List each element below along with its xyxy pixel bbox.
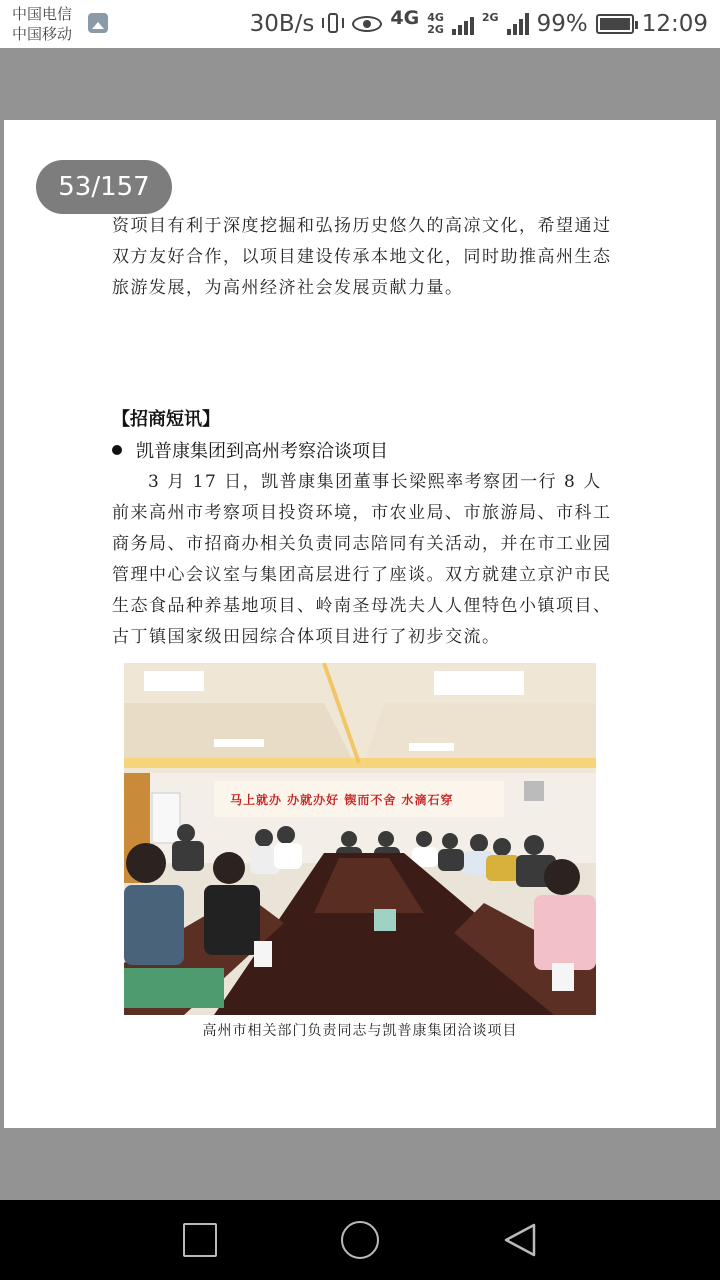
- page-indicator: 53/157: [36, 160, 172, 214]
- network-2-label: 2G: [481, 11, 499, 24]
- battery-icon: [596, 14, 634, 34]
- clock: 12:09: [641, 11, 708, 37]
- photo-caption: 高州市相关部门负责同志与凯普康集团洽谈项目: [202, 1023, 518, 1039]
- meeting-photo: [124, 663, 596, 1015]
- status-bar: [0, 0, 720, 48]
- document-page[interactable]: [4, 120, 716, 1128]
- network-type-label: 4G: [390, 7, 420, 29]
- carrier-labels: [12, 4, 72, 44]
- signal-2-icon: [507, 13, 529, 35]
- paragraph-1: 资项目有利于深度挖掘和弘扬历史悠久的高凉文化，希望通过双方友好合作，以项目建设传承本地文化，同时助推高州生态旅游发展，为高州经济社会发展贡献力量。: [112, 216, 612, 298]
- network-stack-label: 4G 2G: [427, 11, 444, 36]
- battery-percent: 99%: [536, 11, 588, 37]
- carrier-2: 中国移动: [12, 25, 73, 43]
- network-speed: 30B/s: [249, 11, 315, 37]
- home-button[interactable]: [341, 1221, 379, 1259]
- back-button[interactable]: [502, 1222, 538, 1258]
- bullet-headline: [112, 437, 388, 463]
- vibrate-icon: [322, 12, 344, 36]
- section-title: 【招商短讯】: [112, 409, 220, 430]
- photo-banner-text: 马上就办 办就办好 锲而不舍 水滴石穿: [230, 793, 454, 807]
- signal-1-icon: [452, 13, 474, 35]
- eye-comfort-icon: [352, 14, 382, 34]
- paragraph-2-text: 3 月 17 日，凯普康集团董事长梁熙率考察团一行 8 人前来高州市考察项目投资环境，市农业局、市旅游局、市科工商务局、市招商办相关负责同志陪同有关活动，并在市工业园管理中心会议室与集团高层进行了座谈。双方就建立京沪市民生态食品种养基地项目、岭南圣母冼夫人人俚特色小镇项目、古丁镇国家级田园综合体项目进行了初步交流。: [112, 472, 612, 647]
- gallery-notification-icon: [88, 13, 108, 33]
- status-indicators: [250, 0, 708, 48]
- paragraph-2: [112, 467, 612, 653]
- headline-text: 凯普康集团到高州考察洽谈项目: [136, 441, 388, 462]
- bullet-icon: [112, 445, 122, 455]
- recent-apps-button[interactable]: [183, 1223, 217, 1257]
- meeting-photo-illustration: [124, 663, 596, 1015]
- carrier-1: 中国电信: [12, 5, 73, 23]
